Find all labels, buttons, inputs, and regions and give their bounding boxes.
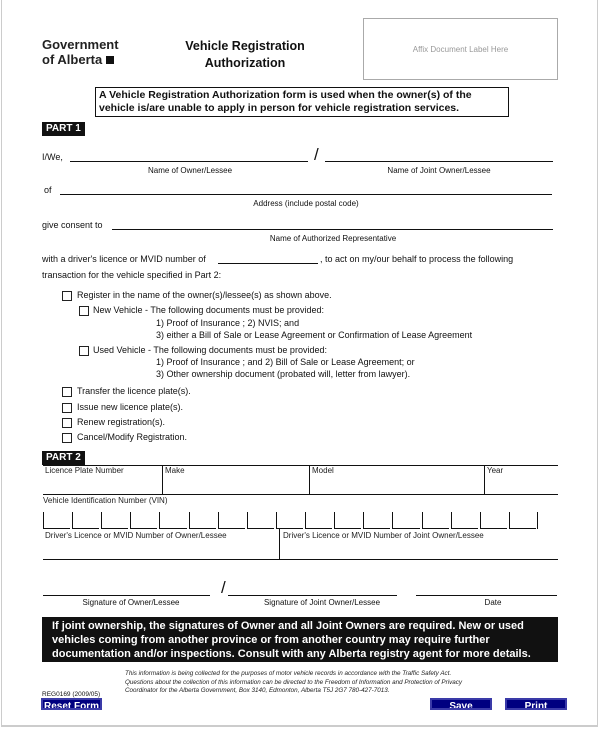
vin-cell[interactable] xyxy=(422,512,449,529)
intro-box xyxy=(95,87,509,117)
issue-plate-checkbox[interactable] xyxy=(62,403,72,413)
reset-form-button[interactable]: Reset Form xyxy=(41,698,102,710)
transfer-plate-checkbox[interactable] xyxy=(62,387,72,397)
used-vehicle-doc1: 1) Proof of Insurance ; and 2) Bill of Sale or Lease Agreement; or xyxy=(156,357,415,367)
vin-cell[interactable] xyxy=(451,512,478,529)
vin-cell[interactable] xyxy=(130,512,157,529)
save-button[interactable]: Save xyxy=(430,698,492,710)
col-divider xyxy=(309,465,310,494)
renew-label: Renew registration(s). xyxy=(77,417,166,427)
privacy-line3: Coordinator for the Alberta Government, Box 3140, Edmonton, Alberta T5J 2G7 780-427-7013. xyxy=(125,687,390,694)
licence-row-rule xyxy=(43,559,558,560)
vin-label: Vehicle Identification Number (VIN) xyxy=(43,496,168,505)
privacy-notice xyxy=(125,670,462,696)
form-code: REG0169 (2009/05) xyxy=(42,691,101,698)
government-of-alberta-logo xyxy=(42,37,119,67)
form-title xyxy=(170,38,320,72)
vin-cell[interactable] xyxy=(363,512,390,529)
col-divider xyxy=(162,465,163,494)
licence-suffix: , to act on my/our behalf to process the following xyxy=(320,254,514,264)
print-button[interactable]: Print xyxy=(505,698,567,710)
title-line2: Authorization xyxy=(204,56,286,70)
new-vehicle-checkbox[interactable] xyxy=(79,306,89,316)
vin-field[interactable] xyxy=(43,512,538,529)
vin-cell[interactable] xyxy=(189,512,216,529)
privacy-line2: Questions about the collection of this information can be directed to the Freedom of Information and Protection of Privacy xyxy=(125,678,463,686)
owner-signature-field[interactable] xyxy=(43,595,210,596)
table-row-rule xyxy=(43,494,558,495)
notice-line2: vehicles coming from another province or from another country may require further xyxy=(52,634,490,646)
intro-line1: A Vehicle Registration Authorization form is used when the owner(s) of the xyxy=(99,89,472,101)
used-vehicle-doc2: 3) Other ownership document (probated will, letter from lawyer). xyxy=(156,369,411,379)
representative-licence-field[interactable] xyxy=(218,263,318,264)
owner-licence-field[interactable]: Driver's Licence or MVID Number of Owner/Lessee xyxy=(45,531,227,540)
joint-owner-name-label: Name of Joint Owner/Lessee xyxy=(387,166,491,175)
new-vehicle-label: New Vehicle - The following documents must be provided: xyxy=(93,305,324,315)
address-field[interactable] xyxy=(60,194,552,195)
transaction-text: transaction for the vehicle specified in Part 2: xyxy=(42,270,222,280)
vin-cell-end xyxy=(537,512,538,529)
logo-line1: Government xyxy=(42,37,119,52)
owner-signature-label: Signature of Owner/Lessee xyxy=(82,598,180,607)
vin-cell[interactable] xyxy=(334,512,361,529)
vin-cell[interactable] xyxy=(72,512,99,529)
representative-field[interactable] xyxy=(112,229,553,230)
logo-text: of Alberta xyxy=(42,52,103,67)
title-line1: Vehicle Registration xyxy=(185,39,305,53)
joint-owner-name-field[interactable] xyxy=(325,161,553,162)
licence-prefix: with a driver's licence or MVID number of xyxy=(42,254,206,264)
model-field[interactable]: Model xyxy=(312,466,334,475)
transfer-plate-label: Transfer the licence plate(s). xyxy=(77,386,191,396)
vin-cell[interactable] xyxy=(159,512,186,529)
logo-square-icon xyxy=(106,56,114,64)
year-field[interactable]: Year xyxy=(487,466,504,475)
vin-cell[interactable] xyxy=(480,512,507,529)
vin-cell[interactable] xyxy=(392,512,419,529)
col-divider xyxy=(484,465,485,494)
vin-cell[interactable] xyxy=(305,512,332,529)
used-vehicle-label: Used Vehicle - The following documents must be provided: xyxy=(93,345,327,355)
vin-cell[interactable] xyxy=(218,512,245,529)
intro-line2: vehicle is/are unable to apply in person for vehicle registration services. xyxy=(99,102,460,114)
vin-cell[interactable] xyxy=(247,512,274,529)
slash: / xyxy=(314,145,319,164)
notice-line3: documentation and/or inspections. Consult with any Alberta registry agent for more details. xyxy=(52,648,531,660)
vin-cell[interactable] xyxy=(276,512,303,529)
vin-cell[interactable] xyxy=(101,512,128,529)
of-label: of xyxy=(44,185,52,195)
consent-label: give consent to xyxy=(42,220,103,230)
make-field[interactable]: Make xyxy=(165,466,185,475)
joint-signature-label: Signature of Joint Owner/Lessee xyxy=(263,598,381,607)
representative-label: Name of Authorized Representative xyxy=(269,234,397,243)
part1-tag: PART 1 xyxy=(42,122,85,136)
notice-box xyxy=(42,617,558,662)
owner-name-field[interactable] xyxy=(70,161,308,162)
privacy-line1: This information is being collected for the purposes of motor vehicle records in accordance with the Traffic Safety Act. xyxy=(125,670,452,677)
joint-signature-field[interactable] xyxy=(228,595,397,596)
new-vehicle-doc2: 3) either a Bill of Sale or Lease Agreement or Confirmation of Lease Agreement xyxy=(156,330,473,340)
plate-field[interactable]: Licence Plate Number xyxy=(45,466,124,475)
used-vehicle-checkbox[interactable] xyxy=(79,346,89,356)
renew-checkbox[interactable] xyxy=(62,418,72,428)
col-divider xyxy=(279,528,280,559)
date-label: Date xyxy=(484,598,502,607)
date-field[interactable] xyxy=(416,595,557,596)
affix-label-box xyxy=(363,18,558,80)
logo-line2 xyxy=(42,52,119,67)
address-label: Address (include postal code) xyxy=(253,199,359,208)
cancel-label: Cancel/Modify Registration. xyxy=(77,432,188,442)
register-checkbox[interactable] xyxy=(62,291,72,301)
joint-licence-field[interactable]: Driver's Licence or MVID Number of Joint Owner/Lessee xyxy=(283,531,484,540)
new-vehicle-doc1: 1) Proof of Insurance ; 2) NVIS; and xyxy=(156,318,300,328)
affix-label-text: Affix Document Label Here xyxy=(412,45,509,54)
iwe-label: I/We, xyxy=(42,152,63,162)
issue-plate-label: Issue new licence plate(s). xyxy=(77,402,184,412)
slash: / xyxy=(221,578,226,597)
vin-cell[interactable] xyxy=(509,512,536,529)
vin-cell[interactable] xyxy=(43,512,70,529)
notice-line1: If joint ownership, the signatures of Owner and all Joint Owners are required. New or used xyxy=(52,620,524,632)
cancel-checkbox[interactable] xyxy=(62,433,72,443)
register-label: Register in the name of the owner(s)/lessee(s) as shown above. xyxy=(77,290,332,300)
part2-tag: PART 2 xyxy=(42,451,85,465)
owner-name-label: Name of Owner/Lessee xyxy=(147,166,233,175)
